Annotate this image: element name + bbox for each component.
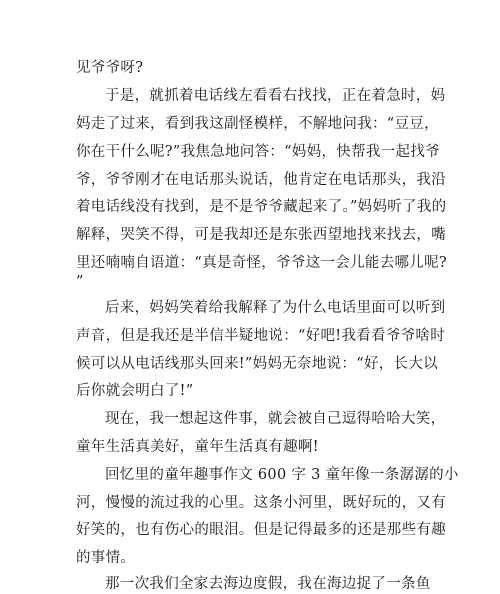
text-line: 见爷爷呀? [76, 60, 144, 76]
text-line: 河，慢慢的流过我的心里。这条小河里，既好玩的，又有 [76, 495, 446, 511]
text-line: 解释，哭笑不得，可是我却还是东张西望地找来找去，嘴 [76, 227, 446, 243]
text-line: 妈走了过来，看到我这副怪模样，不解地问我：“豆豆， [76, 116, 439, 132]
text-line: 于是，就抓着电话线左看看右找找，正在着急时，妈 [105, 88, 446, 104]
text-line: 声音，但是我还是半信半疑地说：“好吧!我看看爷爷啥时 [76, 328, 446, 344]
text-line: 童年生活真美好，童年生活真有趣啊! [76, 439, 319, 455]
text-line: 的事情。 [76, 550, 136, 566]
text-line: 那一次我们全家去海边度假，我在海边捉了一条鱼 [105, 576, 431, 592]
text-line: 里还喃喃自语道：“真是奇怪，爷爷这一会儿能去哪儿呢? [76, 255, 447, 271]
text-line: 候可以从电话线那头回来!”妈妈无奈地说：“好，长大以 [76, 356, 438, 372]
text-line: 后来，妈妈笑着给我解释了为什么电话里面可以听到 [105, 300, 446, 316]
text-line: 爷，爷爷刚才在电话那头说话，他肯定在电话那头，我沿 [76, 172, 446, 188]
text-line: 现在，我一想起这件事，就会被自己逗得哈哈大笑， [105, 411, 446, 427]
text-line: ” [76, 274, 84, 290]
text-line: 后你就会明白了!” [76, 383, 194, 399]
text-line: 你在干什么呢?”我焦急地问答：“妈妈，快帮我一起找爷 [76, 144, 440, 160]
text-line: 着电话线没有找到，是不是爷爷藏起来了。”妈妈听了我的 [76, 199, 447, 215]
text-line: 好笑的，也有伤心的眼泪。但是记得最多的还是那些有趣 [76, 522, 446, 538]
text-line: 回忆里的童年趣事作文 600 字 3 童年像一条潺潺的小 [105, 467, 459, 483]
